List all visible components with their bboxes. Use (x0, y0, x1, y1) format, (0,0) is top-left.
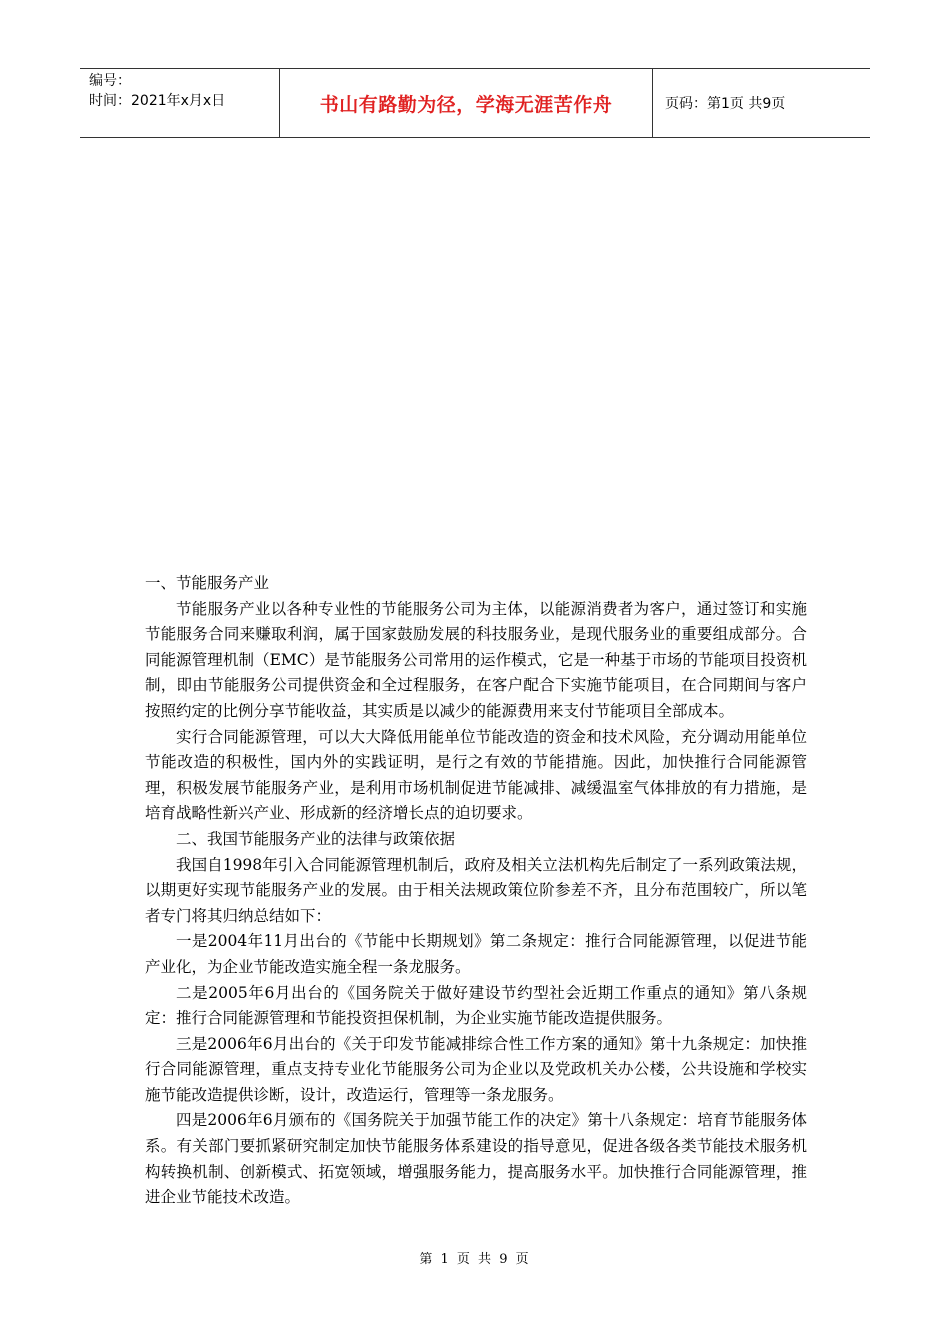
number-label: 编号： (89, 73, 131, 89)
header-page-info: 页码：第1页 共9页 (665, 96, 786, 112)
paragraph-6: 三是2006年6月出台的《关于印发节能减排综合性工作方案的通知》第十九条规定：加快推行合同能源管理，重点支持专业化节能服务公司为企业以及党政机关办公楼，公共设施和学校实施节能改造提供诊断，设计，改造运行，管理等一条龙服务。 (145, 1034, 807, 1104)
paragraph-7: 四是2006年6月颁布的《国务院关于加强节能工作的决定》第十八条规定：培育节能服务体系。有关部门要抓紧研究制定加快节能服务体系建设的指导意见，促进各级各类节能技术服务机构转换机制、创新模式、拓宽领域，增强服务能力，提高服务水平。加快推行合同能源管理，推进企业节能技术改造。 (145, 1111, 807, 1207)
paragraph-2: 实行合同能源管理，可以大大降低用能单位节能改造的资金和技术风险，充分调动用能单位节能改造的积极性，国内外的实践证明，是行之有效的节能措施。因此，加快推行合同能源管理，积极发展节能服务产业，是利用市场机制促进节能减排、减缓温室气体排放的有力措施，是培育战略性新兴产业、形成新的经济增长点的迫切要求。 (145, 727, 807, 823)
section2-title: 二、我国节能服务产业的法律与政策依据 (176, 829, 456, 848)
header-meta (80, 69, 280, 137)
paragraph-4: 一是2004年11月出台的《节能中长期规划》第二条规定：推行合同能源管理，以促进节能产业化，为企业节能改造实施全程一条龙服务。 (145, 932, 807, 976)
paragraph-1: 节能服务产业以各种专业性的节能服务公司为主体，以能源消费者为客户，通过签订和实施节能服务合同来赚取利润，属于国家鼓励发展的科技服务业，是现代服务业的重要组成部分。合同能源管理机制（EMC）是节能服务公司常用的运作模式，它是一种基于市场的节能项目投资机制，即由节能服务公司提供资金和全过程服务，在客户配合下实施节能项目，在合同期间与客户按照约定的比例分享节能收益，其实质是以减少的能源费用来支付节能项目全部成本。 (145, 599, 807, 720)
page-footer: 第 1 页 共 9 页 (419, 1252, 531, 1267)
paragraph-5: 二是2005年6月出台的《国务院关于做好建设节约型社会近期工作重点的通知》第八条规定：推行合同能源管理和节能投资担保机制，为企业实施节能改造提供服务。 (145, 983, 807, 1028)
header-motto: 书山有路勤为径，学海无涯苦作舟 (280, 69, 653, 137)
paragraph-3: 我国自1998年引入合同能源管理机制后，政府及相关立法机构先后制定了一系列政策法规，以期更好实现节能服务产业的发展。由于相关法规政策位阶参差不齐，且分布范围较广，所以笔者专门将其归纳总结如下： (145, 855, 807, 925)
section1-title: 一、节能服务产业 (145, 574, 270, 592)
page-header (80, 68, 870, 138)
document-body (145, 571, 807, 1211)
time-label: 时间：2021年x月x日 (89, 93, 226, 109)
